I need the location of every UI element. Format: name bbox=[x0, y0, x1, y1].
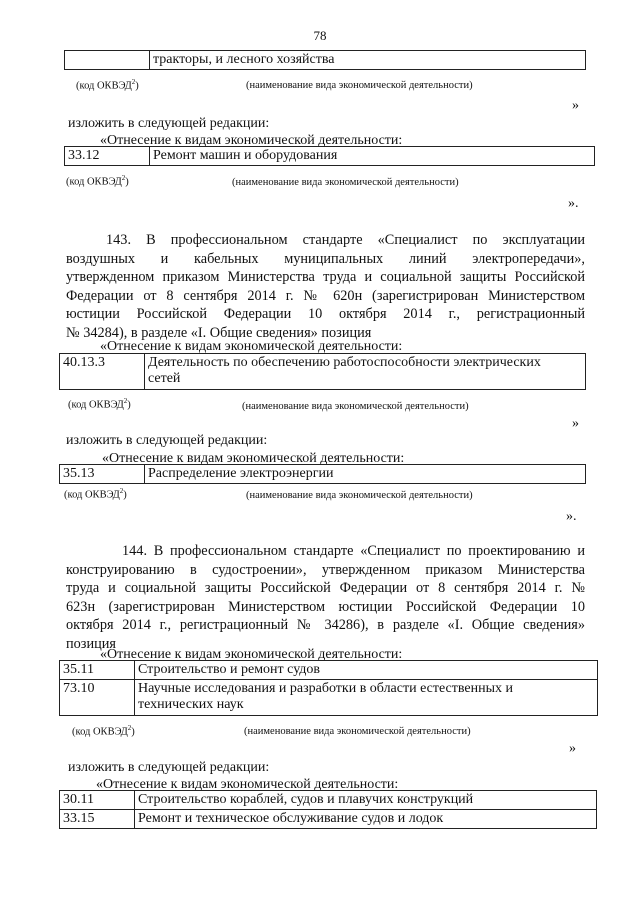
okved-name-cell: Строительство кораблей, судов и плавучих конструкций bbox=[135, 791, 597, 810]
paragraph-line: 144. В профессиональном стандарте «Специалист по проектированию и bbox=[122, 543, 585, 559]
okved-name-cell: Ремонт и техническое обслуживание судов и лодок bbox=[135, 810, 597, 829]
okved-name-cell: Ремонт машин и оборудования bbox=[150, 147, 595, 166]
redaction-label: изложить в следующей редакции: bbox=[68, 116, 270, 131]
close-quote: » bbox=[572, 416, 579, 431]
otnesenie-label: «Отнесение к видам экономической деятельности: bbox=[96, 777, 399, 792]
okved-code-cell: 33.15 bbox=[60, 810, 135, 829]
okved-name-cell: Распределение электроэнергии bbox=[145, 465, 586, 484]
paragraph-line: воздушных и кабельных муниципальных линий электропередачи», bbox=[66, 250, 585, 267]
page-number: 78 bbox=[313, 28, 327, 43]
paragraph-line: октября 2014 г., регистрационный № 34286), в разделе «I. Общие сведения» bbox=[66, 617, 585, 634]
caption-name: (наименование вида экономической деятельности) bbox=[246, 80, 473, 91]
okved-name-cell: Деятельность по обеспечению работоспособности электрических сетей bbox=[145, 354, 586, 390]
table-row bbox=[65, 51, 586, 70]
okved-code-cell: 35.11 bbox=[60, 661, 135, 680]
paragraph-line: № 34284), в разделе «I. Общие сведения» позиция bbox=[66, 324, 372, 341]
caption-code: (код ОКВЭД$^2$) bbox=[72, 724, 135, 738]
paragraph-line: позиция bbox=[66, 635, 116, 652]
paragraph-line: 623н (зарегистрирован Министерством юстиции Российской Федерации 10 bbox=[66, 598, 585, 615]
paragraph-line: юстиции Российской Федерации 10 октября 2014 г., регистрационный bbox=[66, 306, 585, 323]
okved-code-cell: 30.11 bbox=[60, 791, 135, 810]
caption-name: (наименование вида экономической деятельности) bbox=[232, 177, 459, 188]
table-row bbox=[65, 147, 595, 166]
close-quote: ». bbox=[568, 196, 579, 211]
caption-code: (код ОКВЭД$^2$) bbox=[64, 487, 127, 501]
paragraph-line: Федерации от 8 сентября 2014 г. № 620н (зарегистрирован Министерством bbox=[66, 287, 585, 304]
okved-name-cell: Научные исследования и разработки в области естественных и технических наук bbox=[135, 680, 598, 716]
caption-name: (наименование вида экономической деятельности) bbox=[246, 490, 473, 501]
table-row bbox=[60, 465, 586, 484]
paragraph-144 bbox=[66, 542, 585, 654]
close-quote: ». bbox=[566, 509, 577, 524]
caption-code: (код ОКВЭД$^2$) bbox=[68, 397, 131, 411]
table-row bbox=[60, 680, 598, 716]
okved-table-old-144 bbox=[59, 660, 598, 716]
paragraph-line: 143. В профессиональном стандарте «Специалист по эксплуатации bbox=[106, 232, 585, 248]
otnesenie-label: «Отнесение к видам экономической деятельности: bbox=[102, 451, 405, 466]
okved-table-new-143 bbox=[59, 464, 586, 484]
okved-code-cell bbox=[65, 51, 150, 70]
otnesenie-label: «Отнесение к видам экономической деятельности: bbox=[100, 647, 403, 662]
okved-code-cell: 73.10 bbox=[60, 680, 135, 716]
redaction-label: изложить в следующей редакции: bbox=[66, 433, 268, 448]
okved-table-old-143 bbox=[59, 353, 586, 390]
paragraph-line: труда и социальной защиты Российской Федерации от 8 сентября 2014 г. № bbox=[66, 580, 585, 597]
okved-table-new-144 bbox=[59, 790, 597, 829]
table-row bbox=[60, 661, 598, 680]
otnesenie-label: «Отнесение к видам экономической деятельности: bbox=[100, 133, 403, 148]
caption-code: (код ОКВЭД$^2$) bbox=[76, 78, 139, 92]
table-row bbox=[60, 791, 597, 810]
close-quote: » bbox=[569, 741, 576, 756]
paragraph-143 bbox=[66, 231, 585, 343]
table-row bbox=[60, 810, 597, 829]
okved-code-cell: 33.12 bbox=[65, 147, 150, 166]
otnesenie-label: «Отнесение к видам экономической деятельности: bbox=[100, 339, 403, 354]
okved-table-new-0 bbox=[64, 146, 595, 166]
table-row bbox=[60, 354, 586, 390]
paragraph-line: утвержденном приказом Министерства труда и социальной защиты Российской bbox=[66, 269, 585, 286]
okved-code-cell: 35.13 bbox=[60, 465, 145, 484]
close-quote: » bbox=[572, 98, 579, 113]
caption-name: (наименование вида экономической деятельности) bbox=[242, 401, 469, 412]
okved-code-cell: 40.13.3 bbox=[60, 354, 145, 390]
paragraph-line: конструированию в судостроении», утвержденном приказом Министерства bbox=[66, 561, 585, 578]
caption-code: (код ОКВЭД$^2$) bbox=[66, 174, 129, 188]
caption-name: (наименование вида экономической деятельности) bbox=[244, 726, 471, 737]
okved-name-cell: тракторы, и лесного хозяйства bbox=[150, 51, 586, 70]
okved-name-cell: Строительство и ремонт судов bbox=[135, 661, 598, 680]
okved-table-old-0 bbox=[64, 50, 586, 70]
redaction-label: изложить в следующей редакции: bbox=[68, 760, 270, 775]
